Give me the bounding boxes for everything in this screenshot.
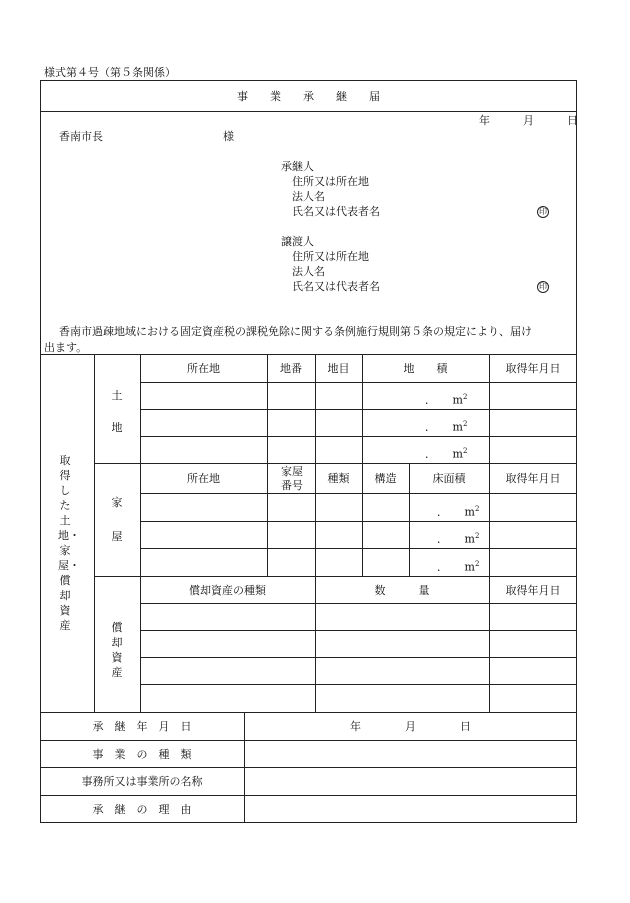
land-header-location: 所在地 xyxy=(187,362,220,375)
bottom-row-line xyxy=(40,767,577,768)
statement-line-2: 出ます。 xyxy=(44,341,88,354)
land-row-line xyxy=(140,409,577,410)
transferor-corp-label: 法人名 xyxy=(292,265,325,278)
house-header-type: 種類 xyxy=(327,472,350,485)
house-header-floor-area: 床面積 xyxy=(432,472,466,485)
addressee-name: 香南市長 xyxy=(59,130,103,143)
asset-section-top xyxy=(40,354,577,355)
title-divider xyxy=(40,111,577,112)
land-area-unit-sup: 2 xyxy=(462,447,468,455)
land-header-category: 地目 xyxy=(327,362,350,375)
house-row-line xyxy=(140,548,577,549)
transferor-address-label: 住所又は所在地 xyxy=(292,250,369,263)
statement-line-1: 香南市過疎地域における固定資産税の課税免除に関する条例施行規則第５条の規定により、届け xyxy=(59,325,532,338)
land-header-lot: 地番 xyxy=(280,362,302,375)
successor-heading: 承継人 xyxy=(281,160,314,173)
successor-corp-label: 法人名 xyxy=(292,190,325,203)
land-area-unit-text: ． m xyxy=(425,420,463,434)
land-header-area: 地 積 xyxy=(403,362,448,375)
house-label-2: 屋 xyxy=(111,530,123,543)
house-area-unit-text: ． m xyxy=(437,560,475,574)
land-area-unit-sup: 2 xyxy=(462,393,468,401)
successor-seal-icon: 印 xyxy=(539,207,547,216)
house-area-unit xyxy=(437,503,479,519)
business-type-label: 事 業 の 種 類 xyxy=(92,748,192,761)
house-row-line xyxy=(140,521,577,522)
land-row-line xyxy=(140,382,577,383)
dep-row-line xyxy=(140,684,577,685)
dep-row-line xyxy=(140,630,577,631)
land-area-unit xyxy=(425,445,467,461)
house-row-line xyxy=(140,493,577,494)
house-area-unit-sup: 2 xyxy=(474,505,480,513)
form-number: 様式第４号（第５条関係） xyxy=(44,66,176,79)
dep-row-line xyxy=(140,603,577,604)
land-bottom-line xyxy=(94,463,577,464)
form-title: 事 業 承 継 届 xyxy=(237,90,380,103)
dep-header-quantity: 数 量 xyxy=(374,584,430,597)
date-line: 年 月 日 xyxy=(479,114,578,127)
bottom-row-line xyxy=(40,712,577,713)
land-row-line xyxy=(140,436,577,437)
house-header-location: 所在地 xyxy=(187,472,220,485)
land-header-date: 取得年月日 xyxy=(505,362,561,375)
section-label: 取得した土地・家屋・償却資産 xyxy=(58,454,80,632)
office-name-label: 事務所又は事業所の名称 xyxy=(81,775,203,788)
land-area-unit-sup: 2 xyxy=(462,420,468,428)
house-header-number: 家屋番号 xyxy=(281,465,303,492)
land-area-unit-text: ． m xyxy=(425,447,463,461)
transferor-seal-icon: 印 xyxy=(539,282,547,291)
dep-row-line xyxy=(140,657,577,658)
house-header-date: 取得年月日 xyxy=(505,472,561,485)
house-col-line xyxy=(267,463,268,576)
land-label-1: 土 xyxy=(111,389,123,402)
transferor-heading: 譲渡人 xyxy=(281,235,314,248)
dep-header-type: 償却資産の種類 xyxy=(189,584,266,597)
land-label-2: 地 xyxy=(111,421,123,434)
bottom-row-line xyxy=(40,740,577,741)
addressee-honorific: 様 xyxy=(223,130,234,143)
house-label-1: 家 xyxy=(111,496,123,509)
house-area-unit-text: ． m xyxy=(437,532,475,546)
depreciable-label: 償却資産 xyxy=(111,621,123,679)
house-area-unit xyxy=(437,530,479,546)
reason-label: 承 継 の 理 由 xyxy=(92,803,192,816)
succession-date-value: 年 月 日 xyxy=(350,720,471,733)
successor-address-label: 住所又は所在地 xyxy=(292,175,369,188)
land-area-unit xyxy=(425,418,467,434)
succession-date-label: 承 継 年 月 日 xyxy=(92,720,192,733)
house-area-unit-text: ． m xyxy=(437,505,475,519)
house-bottom-line xyxy=(94,576,577,577)
group-col-divider xyxy=(140,354,141,712)
bottom-row-line xyxy=(40,795,577,796)
house-area-unit xyxy=(437,558,479,574)
transferor-name-label: 氏名又は代表者名 xyxy=(292,280,380,293)
house-header-structure: 構造 xyxy=(374,472,397,485)
successor-name-label: 氏名又は代表者名 xyxy=(292,205,380,218)
house-area-unit-sup: 2 xyxy=(474,532,480,540)
land-area-unit xyxy=(425,391,467,407)
dep-header-date: 取得年月日 xyxy=(505,584,561,597)
house-area-unit-sup: 2 xyxy=(474,560,480,568)
land-area-unit-text: ． m xyxy=(425,393,463,407)
